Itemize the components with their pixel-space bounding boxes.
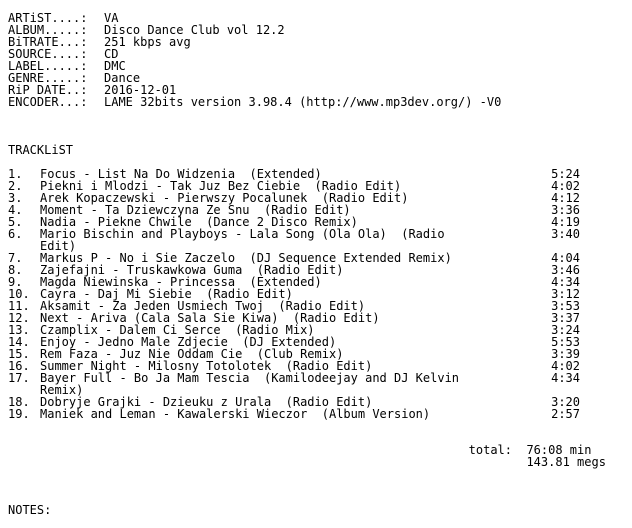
track-duration: 4:34 (551, 275, 580, 289)
meta-value: 251 kbps avg (104, 35, 191, 49)
track-title-continued: Edit) (40, 239, 77, 253)
track-title: Arek Kopaczewski - Pierwszy Pocalunek (Radio Edit) (40, 191, 409, 205)
track-title: Markus P - No i Sie Zaczelo (DJ Sequence Extended Remix) (40, 251, 452, 265)
total-size: 143.81 megs (526, 455, 606, 469)
meta-key: ENCODER...: (8, 95, 88, 109)
meta-key: ARTiST....: (8, 11, 88, 25)
track-title: Zajefajni - Truskawkowa Guma (Radio Edit) (40, 263, 344, 277)
meta-key: SOURCE....: (8, 47, 88, 61)
track-title: Next - Ariva (Cala Sala Sie Kiwa) (Radio Edit) (40, 311, 380, 325)
track-title: Summer Night - Milosny Totolotek (Radio Edit) (40, 359, 373, 373)
track-title: Rem Faza - Juz Nie Oddam Cie (Club Remix) (40, 347, 344, 361)
track-title: Maniek and Leman - Kawalerski Wieczor (Album Version) (40, 407, 431, 421)
track-title: Moment - Ta Dziewczyna Ze Snu (Radio Edit) (40, 203, 351, 217)
meta-value: CD (104, 47, 119, 61)
track-number: 4. (8, 203, 23, 217)
track-duration: 3:37 (551, 311, 580, 325)
track-title: Cayra - Daj Mi Siebie (Radio Edit) (40, 287, 293, 301)
meta-value: LAME 32bits version 3.98.4 (http://www.mp3dev.org/) -V0 (104, 95, 502, 109)
track-row (8, 408, 628, 420)
track-duration: 3:40 (551, 227, 580, 241)
track-number: 6. (8, 227, 23, 241)
meta-value: Dance (104, 71, 141, 85)
track-number: 5. (8, 215, 23, 229)
track-number: 7. (8, 251, 23, 265)
track-number: 14. (8, 335, 30, 349)
totals (8, 444, 628, 468)
track-number: 2. (8, 179, 23, 193)
meta-value: VA (104, 11, 119, 25)
tracklist (8, 168, 628, 420)
track-number: 19. (8, 407, 30, 421)
track-duration: 3:39 (551, 347, 580, 361)
track-number: 3. (8, 191, 23, 205)
track-number: 1. (8, 167, 23, 181)
meta-row (8, 12, 628, 24)
meta-row (8, 96, 628, 108)
meta-row (8, 24, 628, 36)
meta-row (8, 72, 628, 84)
track-row (8, 228, 628, 240)
nfo-document (8, 12, 628, 516)
track-number: 11. (8, 299, 30, 313)
track-number: 10. (8, 287, 30, 301)
track-number: 9. (8, 275, 23, 289)
track-duration: 4:12 (551, 191, 580, 205)
track-duration: 2:57 (551, 407, 580, 421)
track-duration: 3:46 (551, 263, 580, 277)
track-number: 8. (8, 263, 23, 277)
meta-key: BiTRATE...: (8, 35, 88, 49)
track-duration: 3:53 (551, 299, 580, 313)
meta-key: ALBUM.....: (8, 23, 88, 37)
track-duration: 4:02 (551, 179, 580, 193)
meta-key: RiP DATE..: (8, 83, 88, 97)
track-duration: 3:24 (551, 323, 580, 337)
track-title: Piekni i Mlodzi - Tak Juz Bez Ciebie (Radio Edit) (40, 179, 402, 193)
track-duration: 5:53 (551, 335, 580, 349)
spacer (8, 108, 628, 144)
track-duration: 4:02 (551, 359, 580, 373)
track-number: 16. (8, 359, 30, 373)
track-title: Magda Niewinska - Princessa (Extended) (40, 275, 322, 289)
track-row (8, 372, 628, 384)
total-time: 76:08 min (526, 443, 592, 457)
track-title: Enjoy - Jedno Male Zdjecie (DJ Extended) (40, 335, 337, 349)
meta-row (8, 36, 628, 48)
track-number: 13. (8, 323, 30, 337)
meta-value: 2016-12-01 (104, 83, 177, 97)
meta-key: GENRE.....: (8, 71, 88, 85)
track-title: Czamplix - Dalem Ci Serce (Radio Mix) (40, 323, 315, 337)
track-number: 15. (8, 347, 30, 361)
track-number: 18. (8, 395, 30, 409)
meta-row (8, 48, 628, 60)
track-duration: 3:12 (551, 287, 580, 301)
track-title: Focus - List Na Do Widzenia (Extended) (40, 167, 322, 181)
track-title: Nadia - Piekne Chwile (Dance 2 Disco Remix) (40, 215, 358, 229)
track-duration: 4:19 (551, 215, 580, 229)
track-duration: 4:34 (551, 371, 580, 385)
track-duration: 4:04 (551, 251, 580, 265)
meta-value: Disco Dance Club vol 12.2 (104, 23, 285, 37)
notes-label: NOTES: (8, 503, 52, 517)
track-duration: 3:20 (551, 395, 580, 409)
track-title-continued: Remix) (40, 383, 84, 397)
track-duration: 5:24 (551, 167, 580, 181)
meta-row (8, 60, 628, 72)
track-duration: 3:36 (551, 203, 580, 217)
release-info (8, 12, 628, 108)
track-title: Bayer Full - Bo Ja Mam Tescia (Kamilodeejay and DJ Kelvin (40, 371, 460, 385)
tracklist-heading: TRACKLiST (8, 143, 74, 157)
track-number: 12. (8, 311, 30, 325)
track-title: Dobryje Grajki - Dzieuku z Urala (Radio Edit) (40, 395, 373, 409)
track-number: 17. (8, 371, 30, 385)
meta-value: DMC (104, 59, 126, 73)
meta-key: LABEL.....: (8, 59, 88, 73)
track-title: Mario Bischin and Playboys - Lala Song (Ola Ola) (Radio (40, 227, 445, 241)
total-label: total: (468, 443, 512, 457)
track-title: Aksamit - Za Jeden Usmiech Twoj (Radio Edit) (40, 299, 366, 313)
